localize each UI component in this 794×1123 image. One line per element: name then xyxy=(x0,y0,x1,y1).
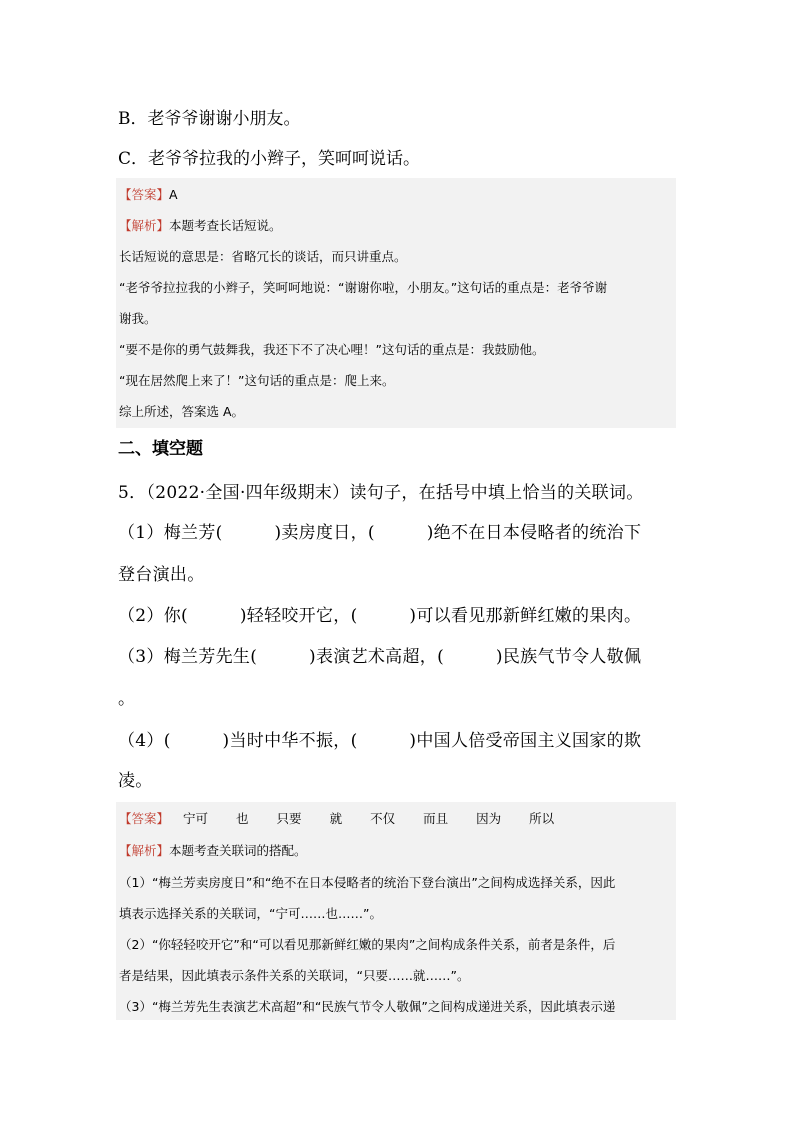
explain-line: “要不是你的勇气鼓舞我，我还下不了决心哩！”这句话的重点是：我鼓励他。 xyxy=(119,342,545,357)
answer-row xyxy=(119,810,675,828)
question-line: 凌。 xyxy=(118,771,153,791)
answer-word: 而且 xyxy=(423,811,449,826)
explain-line: 谢我。 xyxy=(119,311,157,326)
answer-box-2 xyxy=(116,802,676,1020)
answer-word: 就 xyxy=(329,811,343,826)
option-b: B．老爷爷谢谢小朋友。 xyxy=(118,109,301,129)
question-stem: 5．（2022·全国·四年级期末）读句子，在括号中填上恰当的关联词。 xyxy=(118,483,644,503)
option-c: C．老爷爷拉我的小辫子，笑呵呵说话。 xyxy=(118,149,421,169)
answer-word: 所以 xyxy=(529,811,555,826)
explain-line: 填表示选择关系的关联词，“宁可……也……”。 xyxy=(119,906,382,921)
answer-word: 只要 xyxy=(276,811,302,826)
answer-value: A xyxy=(169,187,178,202)
explain-row xyxy=(119,217,675,235)
answer-word: 因为 xyxy=(476,811,502,826)
explain-tag: 【解析】 xyxy=(119,843,170,858)
question-line: （4）( )当时中华不振，( )中国人倍受帝国主义国家的欺 xyxy=(118,731,642,751)
explain-line: （1）“梅兰芳卖房度日”和“绝不在日本侵略者的统治下登台演出”之间构成选择关系，因此 xyxy=(119,875,616,890)
section-title: 二、填空题 xyxy=(118,439,203,459)
explain-line: 者是结果，因此填表示条件关系的关联词，“只要……就……”。 xyxy=(119,968,470,983)
question-line: （2）你( )轻轻咬开它，( )可以看见那新鲜红嫩的果肉。 xyxy=(118,606,642,626)
explain-line: 长话短说的意思是：省略冗长的谈话，而只讲重点。 xyxy=(119,249,407,264)
explain-line: 综上所述，答案选 A。 xyxy=(119,404,245,419)
question-line: （1）梅兰芳( )卖房度日，( )绝不在日本侵略者的统治下 xyxy=(118,523,642,543)
answer-tag: 【答案】 xyxy=(119,811,170,826)
question-line: 登台演出。 xyxy=(118,565,205,585)
answer-box-1 xyxy=(116,178,676,428)
explain-line: “现在居然爬上来了！”这句话的重点是：爬上来。 xyxy=(119,373,395,388)
answer-word: 也 xyxy=(236,811,249,826)
explain-line: “老爷爷拉拉我的小辫子，笑呵呵地说：“谢谢你啦，小朋友。”这句话的重点是：老爷爷谢 xyxy=(119,280,608,295)
explain-text: 本题考查长话短说。 xyxy=(169,218,282,233)
answer-word: 宁可 xyxy=(183,811,209,826)
question-line: 。 xyxy=(118,689,136,709)
answer-row xyxy=(119,186,675,204)
explain-line: （2）“你轻轻咬开它”和“可以看见那新鲜红嫩的果肉”之间构成条件关系，前者是条件，后 xyxy=(119,937,616,952)
answer-word: 不仅 xyxy=(370,811,396,826)
explain-text: 本题考查关联词的搭配。 xyxy=(169,843,307,858)
explain-line: （3）“梅兰芳先生表演艺术高超”和“民族气节令人敬佩”之间构成递进关系，因此填表示递 xyxy=(119,999,616,1014)
question-line: （3）梅兰芳先生( )表演艺术高超，( )民族气节令人敬佩 xyxy=(118,647,642,667)
answer-tag: 【答案】 xyxy=(119,187,170,202)
explain-tag: 【解析】 xyxy=(119,218,170,233)
explain-row xyxy=(119,842,675,860)
